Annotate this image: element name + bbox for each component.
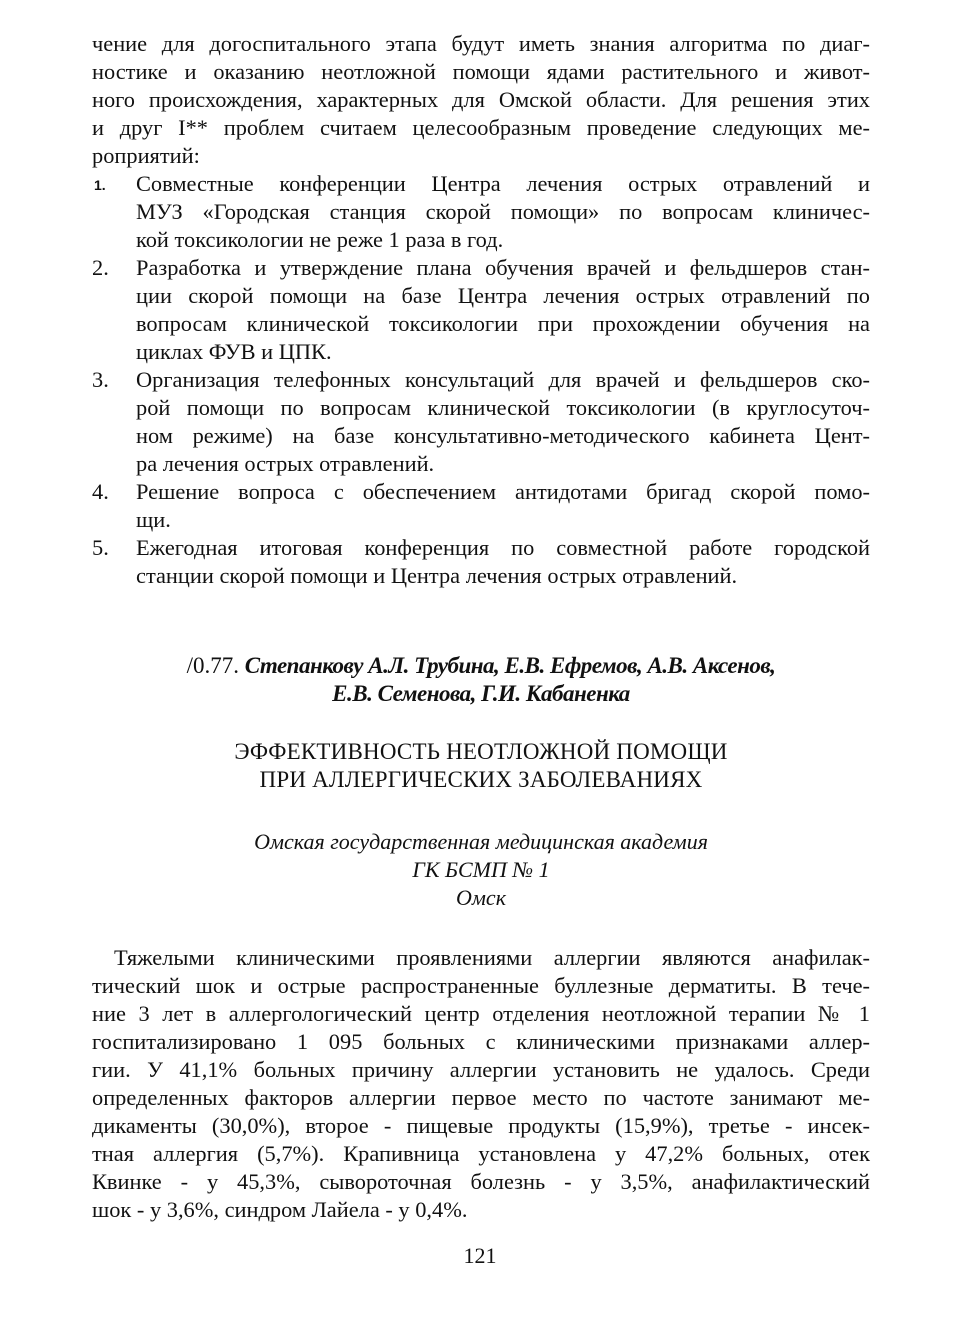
- abstract-line: шок - у 3,6%, синдром Лайела - у 0,4%.: [92, 1197, 468, 1222]
- authors-line: [92, 652, 870, 680]
- list-item: [92, 534, 870, 590]
- abstract-line: Тяжелыми клиническими проявлениями аллергии являются анафилак-: [114, 945, 870, 970]
- authors-line: [92, 680, 870, 708]
- list-item-line: щи.: [136, 507, 171, 532]
- intro-paragraph: [92, 30, 870, 170]
- list-item: [92, 170, 870, 254]
- list-item-line: станции скорой помощи и Центра лечения острых отравлений.: [136, 563, 738, 588]
- affiliation-line: ГК БСМП № 1: [412, 857, 550, 882]
- list-item-line: циклах ФУВ и ЦПК.: [136, 339, 332, 364]
- abstract-line: тная аллергия (5,7%). Крапивница установлена у 47,2% больных, отек: [92, 1141, 870, 1166]
- abstract-line: тический шок и острые распространенные буллезные дерматиты. В тече-: [92, 973, 870, 998]
- abstract-line: определенных факторов аллергии первое место по частоте занимают ме-: [92, 1085, 870, 1110]
- page-number: 121: [463, 1243, 497, 1268]
- affiliation-line: Омская государственная медицинская академия: [254, 829, 708, 854]
- abstract-line: гии. У 41,1% больных причину аллергии установить не удалось. Среди: [92, 1057, 870, 1082]
- title-line: ЭФФЕКТИВНОСТЬ НЕОТЛОЖНОЙ ПОМОЩИ: [234, 739, 728, 764]
- article-affiliation: [92, 828, 870, 912]
- article-title: [92, 738, 870, 794]
- list-item-number: 2.: [92, 255, 109, 280]
- list-item-number: 5.: [92, 535, 109, 560]
- list-item-line: вопросам клинической токсикологии при прохождении обучения на: [136, 311, 870, 336]
- title-line: ПРИ АЛЛЕРГИЧЕСКИХ ЗАБОЛЕВАНИЯХ: [259, 767, 703, 792]
- authors-names: Е.В. Семенова, Г.И. Кабаненка: [332, 681, 630, 706]
- intro-line: роприятий:: [92, 143, 200, 168]
- abstract-line: ние 3 лет в аллергологический центр отделения неотложной терапии № 1: [92, 1001, 870, 1026]
- intro-line: ного происхождения, характерных для Омской области. Для решения этих: [92, 87, 870, 112]
- list-item-line: Совместные конференции Центра лечения острых отравлений и: [136, 171, 870, 196]
- list-item-line: Решение вопроса с обеспечением антидотами бригад скорой помо-: [136, 479, 870, 504]
- abstract-line: госпитализировано 1 095 больных с клиническими признаками аллер-: [92, 1029, 870, 1054]
- list-item-line: Организация телефонных консультаций для врачей и фельдшеров ско-: [136, 367, 870, 392]
- document-page: [92, 30, 870, 1224]
- measures-list: [92, 170, 870, 590]
- intro-line: ностике и оказанию неотложной помощи ядами растительного и живот-: [92, 59, 870, 84]
- list-item-line: ном режиме) на базе консультативно-методического кабинета Цент-: [136, 423, 870, 448]
- abstract-line: дикаменты (30,0%), второе - пищевые продукты (15,9%), третье - инсек-: [92, 1113, 870, 1138]
- list-item-line: МУЗ «Городская станция скорой помощи» по вопросам клиничес-: [136, 199, 870, 224]
- abstract-line: Квинке - у 45,3%, сывороточная болезнь - у 3,5%, анафилактический: [92, 1169, 870, 1194]
- list-item: [92, 366, 870, 478]
- list-item-line: Разработка и утверждение плана обучения врачей и фельдшеров стан-: [136, 255, 870, 280]
- list-item: [92, 478, 870, 534]
- list-item-line: кой токсикологии не реже 1 раза в год.: [136, 227, 504, 252]
- list-item-number: 3.: [92, 367, 109, 392]
- affiliation-line: Омск: [456, 885, 506, 910]
- list-item-line: ции скорой помощи на базе Центра лечения острых отравлений по: [136, 283, 870, 308]
- list-item-number: 1.: [94, 177, 106, 193]
- list-item-line: ра лечения острых отравлений.: [136, 451, 435, 476]
- list-item: [92, 254, 870, 366]
- intro-line: и друг I** проблем считаем целесообразным проведение следующих ме-: [92, 115, 870, 140]
- list-item-line: рой помощи по вопросам клинической токсикологии (в круглосуточ-: [136, 395, 870, 420]
- article-code: /0.77.: [186, 653, 239, 678]
- authors-names: Степанкову А.Л. Трубина, Е.В. Ефремов, А.В. Аксенов,: [244, 653, 776, 678]
- intro-line: чение для догоспитального этапа будут иметь знания алгоритма по диаг-: [92, 31, 870, 56]
- abstract-paragraph: [92, 944, 870, 1224]
- article-authors: [92, 652, 870, 708]
- list-item-line: Ежегодная итоговая конференция по совместной работе городской: [136, 535, 870, 560]
- list-item-number: 4.: [92, 479, 109, 504]
